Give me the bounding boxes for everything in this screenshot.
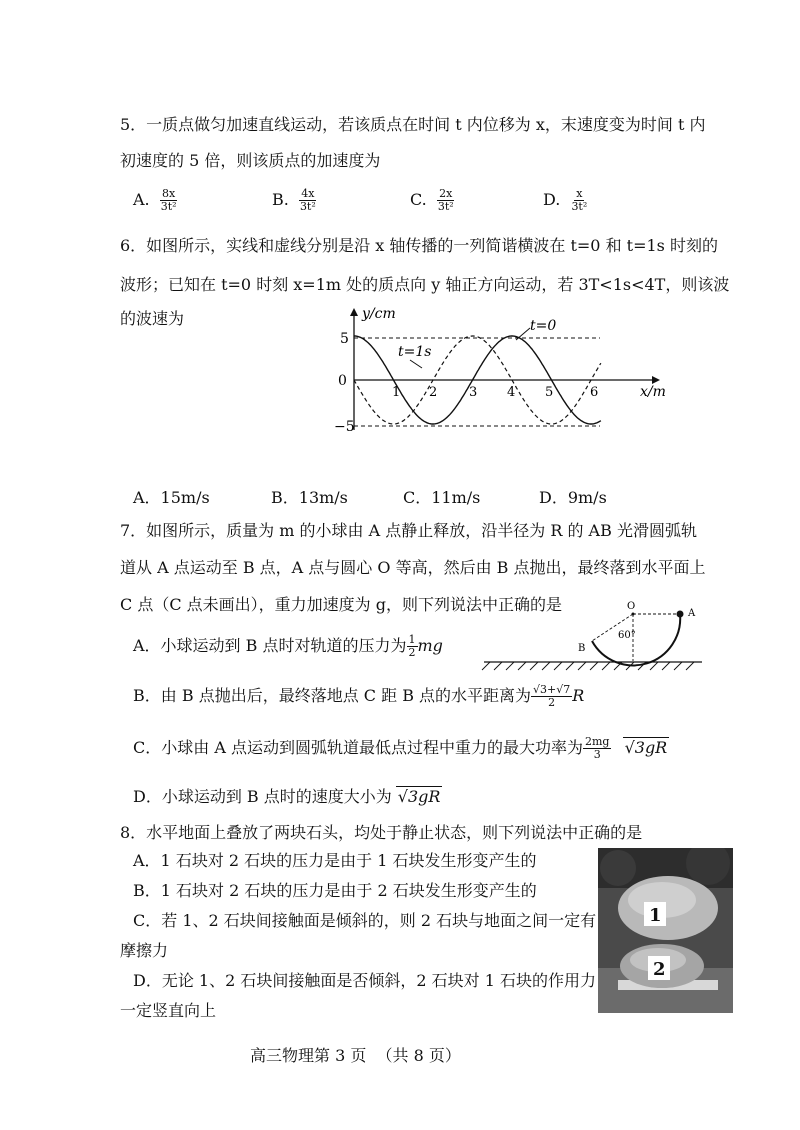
q6-option-b: B．13m/s bbox=[271, 488, 348, 507]
y-axis-arrow-icon bbox=[350, 308, 358, 316]
x-axis-label: x/m bbox=[640, 384, 666, 400]
q5-option-c: C. $\frac{2x}{\text{3t²}}$ bbox=[410, 187, 454, 213]
label-t1-leader bbox=[410, 360, 422, 368]
y-tick-bottom: −5 bbox=[334, 419, 355, 435]
stone-photo bbox=[598, 848, 733, 1013]
x-axis-arrow-icon bbox=[652, 376, 660, 384]
x-tick-1: 1 bbox=[392, 385, 401, 400]
x-tick-4: 4 bbox=[507, 385, 516, 400]
q5-option-a: A. $\frac{8x}{\text{3t²}}$ bbox=[133, 187, 177, 213]
q8-option-a: A．1 石块对 2 石块的压力是由于 1 石块发生形变产生的 bbox=[133, 851, 537, 870]
label-B: B bbox=[578, 643, 586, 654]
q5-option-b: B. $\frac{4x}{\text{3t²}}$ bbox=[272, 187, 316, 213]
x-tick-5: 5 bbox=[545, 385, 554, 400]
x-tick-6: 6 bbox=[590, 385, 599, 400]
q6-option-c: C．11m/s bbox=[403, 488, 481, 507]
q8-option-d-line2: 一定竖直向上 bbox=[120, 1001, 217, 1020]
y-axis-label: y/cm bbox=[362, 306, 396, 322]
label-t0: t=0 bbox=[530, 318, 557, 334]
q6-stem-line3: 的波速为 bbox=[120, 309, 185, 328]
arc-track bbox=[592, 614, 680, 665]
q7-option-a: A．小球运动到 B 点时对轨道的压力为 $\frac{1}{2}$ mg bbox=[133, 633, 443, 659]
q7-option-c: C．小球由 A 点运动到圆弧轨道最低点过程中重力的最大功率为 $\frac{2mg}{3}$ √3gR bbox=[133, 735, 668, 761]
x-tick-2: 2 bbox=[429, 385, 438, 400]
center-point bbox=[632, 613, 635, 616]
q7-stem-line2: 道从 A 点运动至 B 点，A 点与圆心 O 等高，然后由 B 点抛出，最终落到水平面上 bbox=[120, 558, 706, 577]
label-angle: 60° bbox=[618, 630, 636, 641]
x-tick-3: 3 bbox=[469, 385, 478, 400]
stone-label-1: 1 bbox=[649, 905, 662, 926]
y-tick-top: 5 bbox=[340, 331, 349, 347]
q8-option-c-line1: C．若 1、2 石块间接触面是倾斜的，则 2 石块与地面之间一定有 bbox=[133, 911, 597, 930]
q8-stem: 8．水平地面上叠放了两块石头，均处于静止状态，则下列说法中正确的是 bbox=[120, 823, 643, 842]
q7-option-b: B．由 B 点抛出后，最终落地点 C 距 B 点的水平距离为 $\frac{√3+√7}{2}$ R bbox=[133, 683, 585, 709]
stone-label-2: 2 bbox=[653, 959, 666, 980]
arc-figure bbox=[480, 598, 710, 678]
q7-option-d: D．小球运动到 B 点时的速度大小为 √3gR bbox=[133, 787, 441, 806]
q8-option-d-line1: D．无论 1、2 石块间接触面是否倾斜，2 石块对 1 石块的作用力 bbox=[133, 971, 596, 990]
q8-option-c-line2: 摩擦力 bbox=[120, 941, 169, 960]
q5-stem-line2: 初速度的 5 倍，则该质点的加速度为 bbox=[120, 151, 381, 170]
origin-label: 0 bbox=[338, 373, 347, 389]
q6-stem-line2: 波形；已知在 t=0 时刻 x=1m 处的质点向 y 轴正方向运动，若 3T<1s<4T，则该波 bbox=[120, 275, 730, 294]
q7-stem-line1: 7．如图所示，质量为 m 的小球由 A 点静止释放，沿半径为 R 的 AB 光滑圆弧轨 bbox=[120, 521, 697, 540]
ball-icon bbox=[677, 611, 684, 618]
q8-option-b: B．1 石块对 2 石块的压力是由于 2 石块发生形变产生的 bbox=[133, 881, 537, 900]
label-A: A bbox=[688, 608, 696, 619]
q6-option-d: D．9m/s bbox=[539, 488, 607, 507]
q5-option-d: D. $\frac{x}{\text{3t²}}$ bbox=[543, 187, 588, 213]
q6-stem-line1: 6．如图所示，实线和虚线分别是沿 x 轴传播的一列简谐横波在 t=0 和 t=1s 时刻的 bbox=[120, 236, 718, 255]
wave-figure bbox=[330, 300, 680, 440]
q7-stem-line3: C 点（C 点未画出），重力加速度为 g，则下列说法中正确的是 bbox=[120, 595, 562, 614]
q6-option-a: A．15m/s bbox=[133, 488, 210, 507]
page-footer: 高三物理第 3 页 （共 8 页） bbox=[250, 1046, 461, 1065]
q5-stem-line1: 5．一质点做匀加速直线运动，若该质点在时间 t 内位移为 x，末速度变为时间 t 内 bbox=[120, 115, 706, 134]
label-t1: t=1s bbox=[398, 344, 432, 360]
ground-hatch bbox=[482, 662, 694, 670]
label-O: O bbox=[627, 601, 636, 612]
